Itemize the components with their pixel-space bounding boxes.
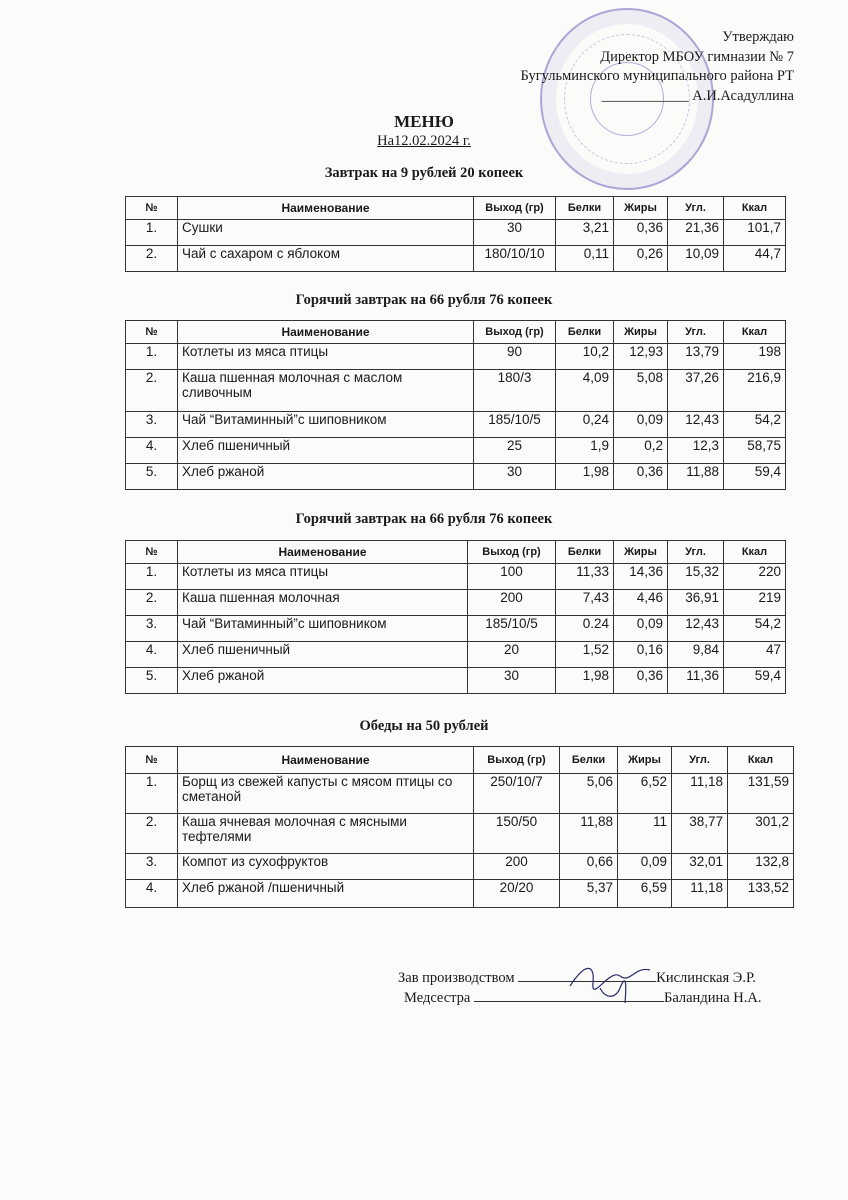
table-row: [126, 668, 786, 694]
dish-weight: 180/10/10: [474, 246, 556, 272]
dish-name: Чай “Витаминный”с шиповником: [178, 616, 468, 642]
signature-name: Кислинская Э.Р.: [656, 970, 756, 986]
col-header: Жиры: [614, 197, 668, 220]
row-number: 5.: [126, 464, 178, 490]
dish-name: Хлеб пшеничный: [178, 438, 474, 464]
menu-table: [125, 196, 786, 272]
col-header: Угл.: [672, 747, 728, 774]
fat-value: 0,36: [614, 668, 668, 694]
kcal-value: 59,4: [724, 668, 786, 694]
col-header: Белки: [560, 747, 618, 774]
table-row: [126, 246, 786, 272]
col-header: Наименование: [178, 321, 474, 344]
protein-value: 5,37: [560, 880, 618, 908]
row-number: 3.: [126, 854, 178, 880]
dish-name: Хлеб ржаной /пшеничный: [178, 880, 474, 908]
row-number: 1.: [126, 220, 178, 246]
table-row: [126, 854, 794, 880]
menu-title: МЕНЮ: [394, 112, 454, 131]
dish-name: Котлеты из мяса птицы: [178, 344, 474, 370]
section-title: Горячий завтрак на 66 рубля 76 копеек: [295, 511, 553, 527]
section-title: Горячий завтрак на 66 рубля 76 копеек: [295, 292, 553, 308]
carbs-value: 36,91: [668, 590, 724, 616]
kcal-value: 216,9: [724, 370, 786, 412]
menu-table: [125, 540, 786, 694]
approval-block: [521, 28, 795, 106]
menu-table: [125, 746, 794, 908]
signature-role: Зав производством: [398, 970, 515, 986]
table-row: [126, 564, 786, 590]
table-row: [126, 642, 786, 668]
fat-value: 0,09: [614, 616, 668, 642]
menu-date: На12.02.2024 г.: [377, 133, 471, 149]
table-row: [126, 880, 794, 908]
dish-name: Каша пшенная молочная: [178, 590, 468, 616]
col-header: №: [126, 747, 178, 774]
protein-value: 0.24: [556, 616, 614, 642]
col-header: Жиры: [614, 321, 668, 344]
col-header: Ккал: [728, 747, 794, 774]
kcal-value: 47: [724, 642, 786, 668]
dish-weight: 30: [468, 668, 556, 694]
fat-value: 12,93: [614, 344, 668, 370]
dish-name: Хлеб ржаной: [178, 464, 474, 490]
col-header: Наименование: [178, 197, 474, 220]
protein-value: 1,9: [556, 438, 614, 464]
table-header-row: [126, 541, 786, 564]
carbs-value: 11,88: [668, 464, 724, 490]
dish-name: Хлеб ржаной: [178, 668, 468, 694]
protein-value: 5,06: [560, 774, 618, 814]
table-row: [126, 464, 786, 490]
carbs-value: 32,01: [672, 854, 728, 880]
protein-value: 0,11: [556, 246, 614, 272]
document-title: [0, 112, 848, 150]
carbs-value: 9,84: [668, 642, 724, 668]
section-title: Обеды на 50 рублей: [359, 718, 489, 734]
row-number: 2.: [126, 246, 178, 272]
protein-value: 0,66: [560, 854, 618, 880]
row-number: 4.: [126, 642, 178, 668]
kcal-value: 133,52: [728, 880, 794, 908]
col-header: Ккал: [724, 197, 786, 220]
table-row: [126, 616, 786, 642]
menu-table: [125, 320, 786, 490]
col-header: №: [126, 197, 178, 220]
carbs-value: 37,26: [668, 370, 724, 412]
dish-name: Чай с сахаром с яблоком: [178, 246, 474, 272]
dish-weight: 180/3: [474, 370, 556, 412]
col-header: Белки: [556, 197, 614, 220]
table-header-row: [126, 197, 786, 220]
kcal-value: 301,2: [728, 814, 794, 854]
dish-weight: 200: [474, 854, 560, 880]
col-header: Выход (гр): [474, 197, 556, 220]
protein-value: 1,52: [556, 642, 614, 668]
carbs-value: 11,36: [668, 668, 724, 694]
row-number: 5.: [126, 668, 178, 694]
table-row: [126, 344, 786, 370]
kcal-value: 132,8: [728, 854, 794, 880]
carbs-value: 11,18: [672, 880, 728, 908]
kcal-value: 54,2: [724, 412, 786, 438]
col-header: Угл.: [668, 321, 724, 344]
kcal-value: 131,59: [728, 774, 794, 814]
kcal-value: 58,75: [724, 438, 786, 464]
table-row: [126, 412, 786, 438]
dish-weight: 90: [474, 344, 556, 370]
kcal-value: 101,7: [724, 220, 786, 246]
fat-value: 0,36: [614, 464, 668, 490]
fat-value: 0,09: [618, 854, 672, 880]
row-number: 3.: [126, 412, 178, 438]
fat-value: 0,16: [614, 642, 668, 668]
col-header: Выход (гр): [468, 541, 556, 564]
section-title: Завтрак на 9 рублей 20 копеек: [324, 165, 524, 181]
fat-value: 0,09: [614, 412, 668, 438]
dish-weight: 185/10/5: [468, 616, 556, 642]
col-header: Ккал: [724, 541, 786, 564]
fat-value: 0,2: [614, 438, 668, 464]
dish-name: Борщ из свежей капусты с мясом птицы со сметаной: [178, 774, 474, 814]
table-row: [126, 774, 794, 814]
carbs-value: 21,36: [668, 220, 724, 246]
dish-name: Каша ячневая молочная с мясными тефтелями: [178, 814, 474, 854]
approval-line-4: ____________ А.И.Асадуллина: [601, 87, 794, 104]
fat-value: 6,59: [618, 880, 672, 908]
carbs-value: 10,09: [668, 246, 724, 272]
protein-value: 11,88: [560, 814, 618, 854]
dish-name: Котлеты из мяса птицы: [178, 564, 468, 590]
dish-name: Каша пшенная молочная с маслом сливочным: [178, 370, 474, 412]
dish-weight: 30: [474, 220, 556, 246]
kcal-value: 59,4: [724, 464, 786, 490]
row-number: 4.: [126, 880, 178, 908]
table-header-row: [126, 321, 786, 344]
col-header: №: [126, 541, 178, 564]
dish-weight: 200: [468, 590, 556, 616]
table-row: [126, 438, 786, 464]
col-header: Наименование: [178, 541, 468, 564]
dish-name: Сушки: [178, 220, 474, 246]
kcal-value: 44,7: [724, 246, 786, 272]
row-number: 1.: [126, 774, 178, 814]
approval-line-1: Утверждаю: [722, 29, 794, 45]
col-header: Угл.: [668, 197, 724, 220]
protein-value: 7,43: [556, 590, 614, 616]
fat-value: 5,08: [614, 370, 668, 412]
row-number: 2.: [126, 370, 178, 412]
dish-weight: 30: [474, 464, 556, 490]
row-number: 1.: [126, 344, 178, 370]
dish-name: Хлеб пшеничный: [178, 642, 468, 668]
dish-name: Чай “Витаминный”с шиповником: [178, 412, 474, 438]
carbs-value: 12,43: [668, 616, 724, 642]
col-header: Выход (гр): [474, 747, 560, 774]
table-row: [126, 370, 786, 412]
carbs-value: 15,32: [668, 564, 724, 590]
col-header: Угл.: [668, 541, 724, 564]
row-number: 4.: [126, 438, 178, 464]
dish-weight: 185/10/5: [474, 412, 556, 438]
protein-value: 3,21: [556, 220, 614, 246]
dish-name: Компот из сухофруктов: [178, 854, 474, 880]
carbs-value: 38,77: [672, 814, 728, 854]
kcal-value: 198: [724, 344, 786, 370]
table-header-row: [126, 747, 794, 774]
kcal-value: 54,2: [724, 616, 786, 642]
protein-value: 0,24: [556, 412, 614, 438]
fat-value: 14,36: [614, 564, 668, 590]
dish-weight: 20/20: [474, 880, 560, 908]
table-row: [126, 814, 794, 854]
carbs-value: 12,43: [668, 412, 724, 438]
row-number: 2.: [126, 814, 178, 854]
carbs-value: 11,18: [672, 774, 728, 814]
dish-weight: 250/10/7: [474, 774, 560, 814]
col-header: Белки: [556, 541, 614, 564]
row-number: 1.: [126, 564, 178, 590]
protein-value: 4,09: [556, 370, 614, 412]
approval-line-2: Директор МБОУ гимназии № 7: [600, 48, 794, 65]
col-header: Выход (гр): [474, 321, 556, 344]
protein-value: 1,98: [556, 668, 614, 694]
col-header: №: [126, 321, 178, 344]
col-header: Наименование: [178, 747, 474, 774]
signature-name: Баландина Н.А.: [664, 990, 762, 1006]
fat-value: 4,46: [614, 590, 668, 616]
kcal-value: 219: [724, 590, 786, 616]
col-header: Жиры: [614, 541, 668, 564]
protein-value: 11,33: [556, 564, 614, 590]
dish-weight: 150/50: [474, 814, 560, 854]
approval-line-3: Бугульминского муниципального района РТ: [520, 68, 794, 84]
col-header: Жиры: [618, 747, 672, 774]
protein-value: 1,98: [556, 464, 614, 490]
carbs-value: 12,3: [668, 438, 724, 464]
dish-weight: 20: [468, 642, 556, 668]
col-header: Ккал: [724, 321, 786, 344]
table-row: [126, 220, 786, 246]
kcal-value: 220: [724, 564, 786, 590]
signature-role: Медсестра: [404, 990, 471, 1006]
fat-value: 0,36: [614, 220, 668, 246]
protein-value: 10,2: [556, 344, 614, 370]
fat-value: 11: [618, 814, 672, 854]
col-header: Белки: [556, 321, 614, 344]
dish-weight: 25: [474, 438, 556, 464]
fat-value: 0,26: [614, 246, 668, 272]
table-row: [126, 590, 786, 616]
fat-value: 6,52: [618, 774, 672, 814]
handwritten-signature-icon: [565, 958, 655, 1008]
dish-weight: 100: [468, 564, 556, 590]
row-number: 2.: [126, 590, 178, 616]
row-number: 3.: [126, 616, 178, 642]
carbs-value: 13,79: [668, 344, 724, 370]
